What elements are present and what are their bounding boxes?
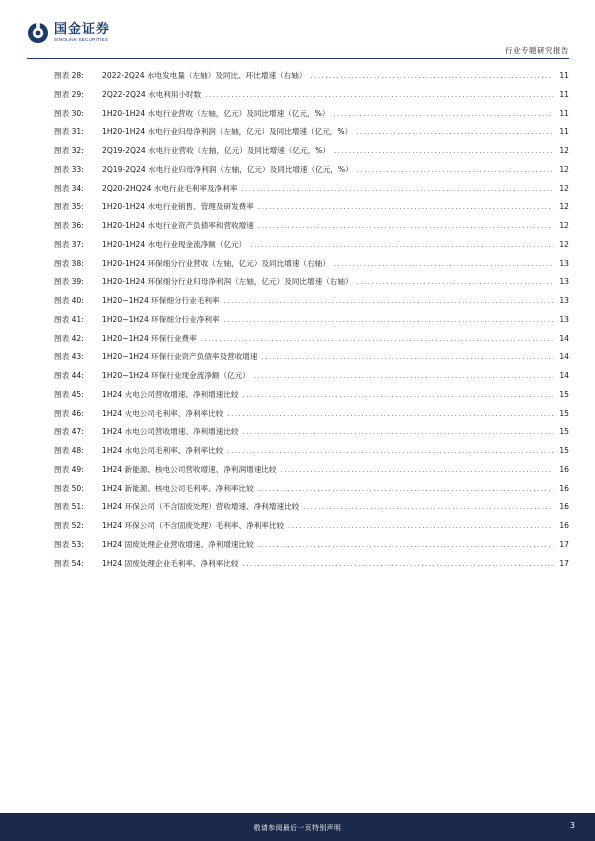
- chart-index-list: [54, 70, 569, 576]
- toc-entry-page[interactable]: 16: [559, 464, 569, 474]
- toc-entry-page[interactable]: 15: [559, 389, 569, 399]
- logo-chinese-name: 国金证券: [54, 22, 111, 38]
- toc-entry-title[interactable]: 2022-2Q24 水电发电量（左轴）及同比、环比增速（右轴）: [102, 71, 307, 80]
- toc-entry[interactable]: [54, 70, 569, 89]
- toc-entry-label: 图表 54:: [54, 558, 84, 568]
- toc-entry[interactable]: [54, 295, 569, 314]
- toc-entry-label: 图表 28:: [54, 71, 84, 80]
- toc-entry[interactable]: [54, 276, 569, 295]
- toc-entry-label: 图表 40:: [54, 296, 84, 305]
- toc-dot-leader: [357, 278, 553, 286]
- toc-entry-label: 图表 34:: [54, 183, 84, 193]
- toc-entry-label: 图表 49:: [54, 464, 84, 474]
- toc-entry-title[interactable]: 1H24 固废处理企业毛利率、净利率比较: [102, 558, 239, 568]
- toc-dot-leader: [334, 260, 553, 268]
- toc-entry-title[interactable]: 2Q19-2Q24 水电行业归母净利润（左轴，亿元）及同比增速（亿元，%）: [102, 164, 353, 174]
- toc-entry-page[interactable]: 11: [559, 127, 569, 137]
- toc-entry-page[interactable]: 17: [559, 558, 569, 568]
- toc-entry-page[interactable]: 15: [559, 408, 569, 418]
- toc-entry[interactable]: [54, 89, 569, 108]
- toc-entry-title[interactable]: 2Q22-2Q24 水电利用小时数: [102, 89, 202, 99]
- toc-entry-title[interactable]: 1H20-1H24 环保细分行业营收（左轴，亿元）及同比增速（右轴）: [102, 258, 330, 268]
- toc-dot-leader: [243, 560, 553, 568]
- toc-entry-title[interactable]: 1H24 水电公司毛利率、净利率比较: [102, 446, 224, 455]
- toc-entry[interactable]: [54, 201, 569, 220]
- toc-entry-page[interactable]: 12: [559, 239, 569, 249]
- toc-entry[interactable]: [54, 426, 569, 445]
- toc-entry-label: 图表 50:: [54, 483, 84, 493]
- toc-dot-leader: [227, 447, 553, 455]
- toc-entry[interactable]: [54, 220, 569, 239]
- toc-entry-title[interactable]: 1H20-1H24 水电行业销售、管理及研发费率: [102, 202, 254, 212]
- toc-entry-page[interactable]: 12: [559, 221, 569, 230]
- toc-dot-leader: [254, 372, 553, 380]
- toc-entry-page[interactable]: 11: [559, 71, 569, 80]
- page-header: [0, 0, 595, 60]
- toc-dot-leader: [250, 241, 553, 249]
- toc-entry-page[interactable]: 15: [559, 446, 569, 455]
- toc-entry[interactable]: [54, 314, 569, 333]
- toc-entry-title[interactable]: 1H20~1H24 环保行业现金流净额（亿元）: [102, 371, 250, 380]
- toc-entry-page[interactable]: 14: [559, 333, 569, 343]
- toc-dot-leader: [310, 72, 553, 80]
- logo-mark-icon: [27, 22, 49, 44]
- toc-entry[interactable]: [54, 351, 569, 370]
- toc-entry[interactable]: [54, 558, 569, 577]
- toc-entry-title[interactable]: 1H24 水电公司营收增速、净利增速比较: [102, 427, 239, 437]
- toc-entry-label: 图表 48:: [54, 446, 84, 455]
- toc-entry-title[interactable]: 2Q20-2HQ24 水电行业毛利率及净利率: [102, 183, 238, 193]
- toc-entry-page[interactable]: 16: [559, 502, 569, 512]
- toc-entry[interactable]: [54, 539, 569, 558]
- toc-entry[interactable]: [54, 520, 569, 539]
- toc-entry[interactable]: [54, 126, 569, 145]
- toc-entry-page[interactable]: 16: [559, 521, 569, 530]
- toc-dot-leader: [258, 203, 553, 211]
- toc-entry-page[interactable]: 12: [559, 202, 569, 212]
- toc-entry[interactable]: [54, 164, 569, 183]
- toc-entry-page[interactable]: 14: [559, 371, 569, 380]
- toc-entry-label: 图表 31:: [54, 127, 84, 137]
- toc-dot-leader: [258, 485, 553, 493]
- toc-entry-title[interactable]: 2Q19-2Q24 水电行业营收（左轴，亿元）及同比增速（亿元，%）: [102, 146, 330, 155]
- toc-dot-leader: [243, 428, 553, 436]
- toc-entry-label: 图表 36:: [54, 221, 84, 230]
- toc-entry-title[interactable]: 1H20-1H24 水电行业归母净利润（左轴，亿元）及同比增速（亿元，%）: [102, 127, 353, 137]
- toc-dot-leader: [205, 91, 553, 99]
- toc-dot-leader: [288, 522, 553, 530]
- toc-entry-title[interactable]: 1H20~1H24 环保细分行业毛利率: [102, 296, 220, 305]
- report-type-label: 行业专题研究报告: [505, 46, 569, 55]
- toc-entry-label: 图表 52:: [54, 521, 84, 530]
- toc-entry[interactable]: [54, 464, 569, 483]
- toc-entry-label: 图表 41:: [54, 314, 84, 324]
- toc-entry[interactable]: [54, 333, 569, 352]
- toc-dot-leader: [241, 185, 553, 193]
- toc-entry-label: 图表 33:: [54, 164, 84, 174]
- toc-entry-title[interactable]: 1H20~1H24 环保行业资产负债率及营收增速: [102, 352, 258, 362]
- toc-entry-label: 图表 37:: [54, 239, 84, 249]
- toc-dot-leader: [201, 335, 553, 343]
- toc-entry-page[interactable]: 13: [559, 258, 569, 268]
- logo-english-name: SINOLINK SECURITIES: [54, 37, 109, 43]
- toc-dot-leader: [258, 541, 553, 549]
- toc-entry-page[interactable]: 15: [559, 427, 569, 437]
- toc-entry-title[interactable]: 1H20-1H24 水电行业资产负债率和营收增速: [102, 221, 254, 230]
- page-footer: [0, 813, 595, 841]
- toc-entry-label: 图表 35:: [54, 202, 84, 212]
- toc-entry-page[interactable]: 12: [559, 146, 569, 155]
- toc-dot-leader: [262, 353, 554, 361]
- toc-entry-title[interactable]: 1H24 新能源、核电公司营收增速、净利润增速比较: [102, 464, 277, 474]
- toc-entry-label: 图表 30:: [54, 108, 84, 118]
- toc-dot-leader: [224, 316, 553, 324]
- toc-entry[interactable]: [54, 501, 569, 520]
- toc-dot-leader: [303, 503, 553, 511]
- toc-entry-label: 图表 53:: [54, 539, 84, 549]
- toc-entry-label: 图表 46:: [54, 408, 84, 418]
- logo-wordmark: [54, 23, 110, 43]
- toc-entry[interactable]: [54, 239, 569, 258]
- toc-entry-label: 图表 42:: [54, 333, 84, 343]
- toc-entry-page[interactable]: 12: [559, 183, 569, 193]
- toc-entry-label: 图表 44:: [54, 371, 84, 380]
- toc-dot-leader: [227, 410, 553, 418]
- toc-entry-label: 图表 47:: [54, 427, 84, 437]
- toc-entry-label: 图表 51:: [54, 502, 84, 512]
- toc-dot-leader: [356, 128, 553, 136]
- toc-dot-leader: [333, 110, 553, 118]
- toc-entry-title[interactable]: 1H20-1H24 水电行业现金流净额（亿元）: [102, 239, 247, 249]
- page-number: 3: [569, 821, 575, 830]
- toc-entry-title[interactable]: 1H24 火电公司营收增速、净利增速比较: [102, 389, 239, 399]
- toc-entry-label: 图表 45:: [54, 389, 84, 399]
- toc-entry[interactable]: [54, 370, 569, 389]
- toc-entry-page[interactable]: 17: [559, 539, 569, 549]
- toc-entry-page[interactable]: 13: [559, 314, 569, 324]
- toc-entry-label: 图表 39:: [54, 277, 84, 287]
- toc-entry-title[interactable]: 1H24 环保公司（不含固废处理）毛利率、净利率比较: [102, 521, 285, 530]
- toc-entry-page[interactable]: 12: [559, 164, 569, 174]
- company-logo: [27, 20, 147, 46]
- toc-entry-page[interactable]: 13: [559, 277, 569, 287]
- toc-entry-title[interactable]: 1H24 火电公司毛利率、净利率比较: [102, 408, 224, 418]
- toc-entry-page[interactable]: 14: [559, 352, 569, 362]
- header-divider: [27, 58, 569, 59]
- toc-entry-page[interactable]: 11: [559, 89, 569, 99]
- toc-entry[interactable]: [54, 258, 569, 277]
- toc-entry-label: 图表 43:: [54, 352, 84, 362]
- toc-entry[interactable]: [54, 483, 569, 502]
- toc-entry[interactable]: [54, 389, 569, 408]
- toc-dot-leader: [281, 466, 554, 474]
- toc-entry-title[interactable]: 1H20~1H24 环保行业费率: [102, 333, 197, 343]
- toc-entry-title[interactable]: 1H24 新能源、核电公司毛利率、净利率比较: [102, 483, 254, 493]
- toc-entry-title[interactable]: 1H20~1H24 环保细分行业净利率: [102, 314, 220, 324]
- toc-entry-label: 图表 38:: [54, 258, 84, 268]
- toc-entry[interactable]: [54, 183, 569, 202]
- toc-entry[interactable]: [54, 108, 569, 127]
- toc-dot-leader: [334, 147, 553, 155]
- toc-entry[interactable]: [54, 408, 569, 427]
- toc-entry-title[interactable]: 1H24 环保公司（不含固废处理）营收增速、净利增速比较: [102, 502, 300, 512]
- toc-entry-page[interactable]: 13: [559, 296, 569, 305]
- toc-dot-leader: [243, 391, 553, 399]
- toc-entry-page[interactable]: 16: [559, 483, 569, 493]
- disclaimer-note: 敬请参阅最后一页特别声明: [253, 824, 342, 832]
- toc-entry[interactable]: [54, 445, 569, 464]
- toc-dot-leader: [224, 297, 553, 305]
- toc-entry[interactable]: [54, 145, 569, 164]
- toc-entry-title[interactable]: 1H24 固废处理企业营收增速、净利增速比较: [102, 539, 254, 549]
- toc-entry-title[interactable]: 1H20-1H24 水电行业营收（左轴，亿元）及同比增速（亿元，%）: [102, 108, 330, 118]
- toc-entry-label: 图表 32:: [54, 146, 84, 155]
- toc-entry-page[interactable]: 11: [559, 108, 569, 118]
- toc-dot-leader: [357, 166, 553, 174]
- toc-dot-leader: [258, 222, 553, 230]
- toc-entry-label: 图表 29:: [54, 89, 84, 99]
- toc-entry-title[interactable]: 1H20-1H24 环保细分行业归母净利润（左轴，亿元）及同比增速（右轴）: [102, 277, 353, 287]
